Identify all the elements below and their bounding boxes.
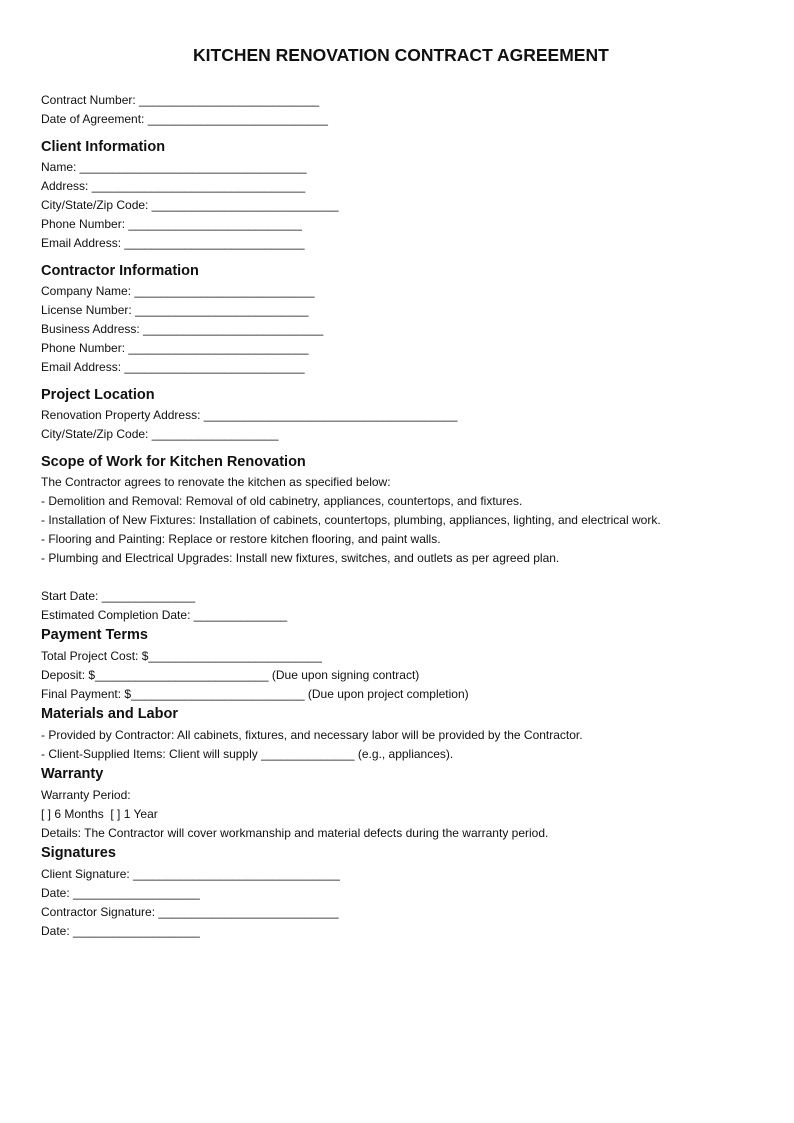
contractor-signature-field[interactable]: Contractor Signature: ___________________________ xyxy=(41,904,339,919)
warranty-period-label: Warranty Period: xyxy=(41,787,131,802)
completion-date-field[interactable]: Estimated Completion Date: ______________ xyxy=(41,607,288,622)
materials-item: - Provided by Contractor: All cabinets, fixtures, and necessary labor will be provided by the Contractor. xyxy=(41,727,583,742)
warranty-heading: Warranty xyxy=(41,766,104,782)
client-signature-field[interactable]: Client Signature: _______________________________ xyxy=(41,866,340,881)
scope-intro: The Contractor agrees to renovate the kitchen as specified below: xyxy=(41,474,391,489)
contract-body xyxy=(41,91,774,941)
client-supplied-items-field[interactable]: - Client-Supplied Items: Client will supply ______________ (e.g., appliances). xyxy=(41,746,454,761)
start-date-field[interactable]: Start Date: ______________ xyxy=(41,588,196,603)
document-title: KITCHEN RENOVATION CONTRACT AGREEMENT xyxy=(193,45,609,65)
warranty-period-options[interactable]: [ ] 6 Months [ ] 1 Year xyxy=(41,806,158,821)
deposit-field[interactable]: Deposit: $__________________________ (Due upon signing contract) xyxy=(41,667,420,682)
scope-item: - Installation of New Fixtures: Installation of cabinets, countertops, plumbing, appliances, lighting, and electrical work. xyxy=(41,512,661,527)
business-address-field[interactable]: Business Address: ___________________________ xyxy=(41,321,324,336)
contractor-phone-field[interactable]: Phone Number: ___________________________ xyxy=(41,340,309,355)
contractor-email-field[interactable]: Email Address: ___________________________ xyxy=(41,359,305,374)
property-address-field[interactable]: Renovation Property Address: ______________________________________ xyxy=(41,407,458,422)
client-address-field[interactable]: Address: ________________________________ xyxy=(41,178,306,193)
client-signature-date-field[interactable]: Date: ___________________ xyxy=(41,885,200,900)
date-of-agreement-field[interactable]: Date of Agreement: ___________________________ xyxy=(41,111,328,126)
client-name-field[interactable]: Name: __________________________________ xyxy=(41,159,307,174)
final-payment-field[interactable]: Final Payment: $__________________________ (Due upon project completion) xyxy=(41,686,469,701)
total-cost-field[interactable]: Total Project Cost: $__________________________ xyxy=(41,648,322,663)
materials-labor-heading: Materials and Labor xyxy=(41,706,178,722)
contract-number-field[interactable]: Contract Number: ___________________________ xyxy=(41,92,320,107)
scope-item: - Demolition and Removal: Removal of old cabinetry, appliances, countertops, and fixtures. xyxy=(41,493,523,508)
client-city-state-zip-field[interactable]: City/State/Zip Code: ____________________________ xyxy=(41,197,339,212)
company-name-field[interactable]: Company Name: ___________________________ xyxy=(41,283,315,298)
license-number-field[interactable]: License Number: __________________________ xyxy=(41,302,309,317)
payment-terms-heading: Payment Terms xyxy=(41,627,148,643)
scope-item: - Flooring and Painting: Replace or restore kitchen flooring, and paint walls. xyxy=(41,531,441,546)
scope-item: - Plumbing and Electrical Upgrades: Install new fixtures, switches, and outlets as per agreed plan. xyxy=(41,550,560,565)
contractor-signature-date-field[interactable]: Date: ___________________ xyxy=(41,923,200,938)
signatures-heading: Signatures xyxy=(41,845,116,861)
warranty-details: Details: The Contractor will cover workmanship and material defects during the warranty period. xyxy=(41,825,549,840)
client-phone-field[interactable]: Phone Number: __________________________ xyxy=(41,216,302,231)
client-information-heading: Client Information xyxy=(41,139,166,155)
scope-of-work-heading: Scope of Work for Kitchen Renovation xyxy=(41,454,306,470)
client-email-field[interactable]: Email Address: ___________________________ xyxy=(41,235,305,250)
project-city-state-zip-field[interactable]: City/State/Zip Code: ___________________ xyxy=(41,426,279,441)
project-location-heading: Project Location xyxy=(41,387,155,403)
contractor-information-heading: Contractor Information xyxy=(41,263,199,279)
